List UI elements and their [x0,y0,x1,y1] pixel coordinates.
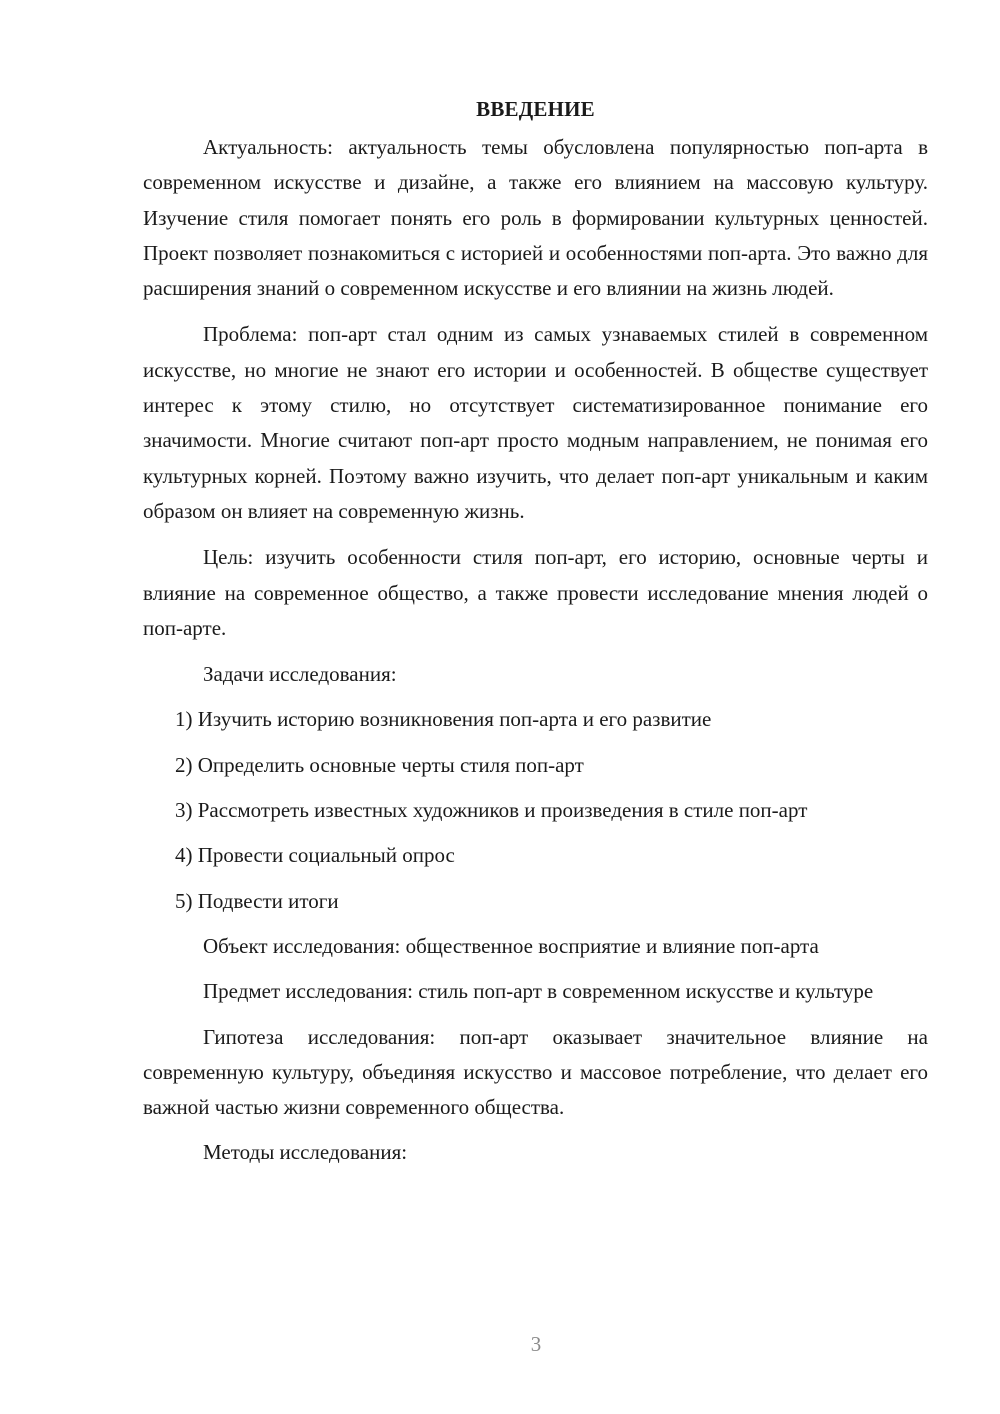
list-item-task-4: 4) Провести социальный опрос [175,843,455,868]
object-paragraph: Объект исследования: общественное восприятие и влияние поп-арта [203,933,819,958]
subject-paragraph: Предмет исследования: стиль поп-арт в современном искусстве и культуре [203,979,874,1004]
document-page [143,92,928,1171]
problem-paragraph: Проблема: поп-арт стал одним из самых узнаваемых стилей в современном искусстве, но многие не знают его истории и особенностей. В обществе существует интерес к этому стилю, но отсутствует систематизированное понимание его значимости. Многие считают поп-арт просто модным направлением, не понимая его культурных корней. Поэтому важно изучить, что делает поп-арт уникальным и каким образом он влияет на современную жизнь. [143,322,928,523]
goal-paragraph: Цель: изучить особенности стиля поп-арт, его историю, основные черты и влияние на современное общество, а также провести исследование мнения людей о поп-арте. [143,545,928,640]
list-item-task-5: 5) Подвести итоги [175,888,339,913]
list-item-task-2: 2) Определить основные черты стиля поп-арт [175,752,584,777]
section-title: ВВЕДЕНИЕ [476,97,595,121]
hypothesis-paragraph: Гипотеза исследования: поп-арт оказывает значительное влияние на современную культуру, объединяя искусство и массовое потребление, что делает его важной частью жизни современного общества. [143,1024,928,1120]
page-number: 3 [530,1332,542,1356]
tasks-heading: Задачи исследования: [203,662,397,687]
list-item-task-3: 3) Рассмотреть известных художников и произведения в стиле поп-арт [175,798,808,823]
relevance-paragraph: Актуальность: актуальность темы обусловлена популярностью поп-арта в современном искусстве и дизайне, а также его влиянием на массовую культуру. Изучение стиля помогает понять его роль в формировании культурных ценностей. Проект позволяет познакомиться с историей и особенностями поп-арта. Это важно для расширения знаний о современном искусстве и его влиянии на жизнь людей. [143,135,928,301]
methods-heading: Методы исследования: [203,1140,408,1165]
list-item-task-1: 1) Изучить историю возникновения поп-арта и его развитие [175,707,712,732]
